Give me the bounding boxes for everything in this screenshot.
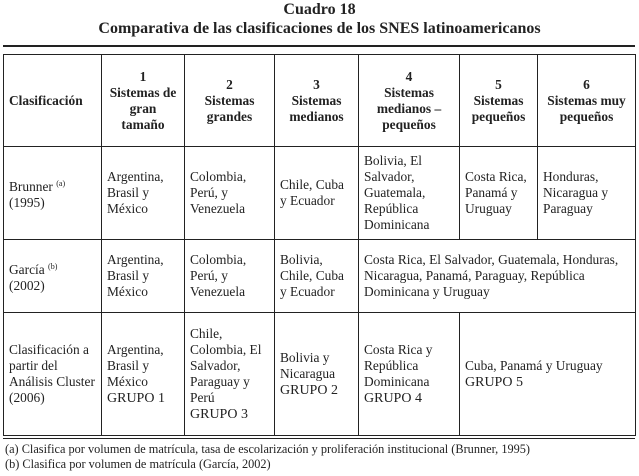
table-title: Comparativa de las clasificaciones de los SNES latinoamericanos: [98, 20, 541, 37]
header-col-3-number: 3: [313, 76, 320, 92]
header-col-4-number: 4: [405, 68, 413, 84]
table-row-garcia: [4, 240, 636, 313]
top-rule: [3, 45, 635, 47]
cell-garcia-2: Colombia, Perú, y Venezuela: [185, 240, 275, 313]
cell-brunner-3: Chile, Cuba y Ecuador: [275, 147, 359, 240]
table-number: Cuadro 18: [283, 1, 356, 18]
cell-garcia-3: Bolivia, Chile, Cuba y Ecuador: [275, 240, 359, 313]
cell-cluster-4: [359, 313, 460, 436]
header-col-5-number: 5: [495, 76, 502, 92]
header-col-4: [359, 55, 460, 147]
group-label: GRUPO 2: [280, 382, 338, 398]
row-label-brunner: [4, 147, 102, 240]
cell-brunner-1: Argentina, Brasil y México: [102, 147, 185, 240]
header-col-4-label: Sistemas medianos –pequeños: [376, 84, 442, 132]
group-label: GRUPO 3: [190, 406, 248, 422]
header-col-2-label: Sistemas grandes: [204, 92, 255, 124]
author-year: (1995): [9, 194, 45, 210]
cell-brunner-6: Honduras, Nicaragua y Paraguay: [538, 147, 636, 240]
header-col-3-label: Sistemas medianos: [289, 92, 344, 124]
group-label: GRUPO 4: [364, 390, 422, 406]
cell-brunner-2: Colombia, Perú, y Venezuela: [185, 147, 275, 240]
group-label: GRUPO 1: [107, 390, 165, 406]
cell-brunner-4: Bolivia, El Salvador, Guatemala, República Dominicana: [359, 147, 460, 240]
header-col-2: [185, 55, 275, 147]
cell-garcia-4-6: Costa Rica, El Salvador, Guatemala, Honduras, Nicaragua, Panamá, Paraguay, República Dominicana y Uruguay: [359, 240, 636, 313]
cell-cluster-1: [102, 313, 185, 436]
author-name: Brunner: [9, 178, 53, 194]
header-col-6: [538, 55, 636, 147]
cell-countries: Argentina, Brasil y México: [107, 341, 164, 389]
table-row-brunner: [4, 147, 636, 240]
cell-cluster-5-6: [460, 313, 636, 436]
footnote-a: (a) Clasifica por volumen de matrícula, tasa de escolarización y proliferación institucional (Brunner, 1995): [5, 442, 531, 456]
table-row-cluster: [4, 313, 636, 436]
footnote-mark: (b): [48, 261, 58, 271]
cell-cluster-2: [185, 313, 275, 436]
author-year: (2002): [9, 277, 45, 293]
group-label: GRUPO 5: [465, 374, 523, 390]
cell-countries: Chile, Colombia, El Salvador, Paraguay y Perú: [190, 325, 262, 405]
row-label-garcia: [4, 240, 102, 313]
cell-countries: Cuba, Panamá y Uruguay: [465, 357, 603, 373]
header-col-5: [460, 55, 538, 147]
header-col-1-label: Sistemas de gran tamaño: [109, 84, 177, 132]
cell-brunner-5: Costa Rica, Panamá y Uruguay: [460, 147, 538, 240]
classification-table: [3, 54, 636, 436]
cell-countries: Costa Rica y República Dominicana: [364, 341, 433, 389]
author-name: Clasificación a partir del Análisis Cluster: [9, 342, 95, 389]
row-label-cluster: [4, 313, 102, 436]
header-col-1-number: 1: [139, 68, 147, 84]
cell-garcia-1: Argentina, Brasil y México: [102, 240, 185, 313]
header-classification: Clasificación: [4, 55, 102, 147]
footnote-mark: (a): [56, 178, 66, 188]
header-col-2-number: 2: [226, 76, 233, 92]
author-year: (2006): [9, 390, 45, 405]
bottom-rule: [3, 438, 635, 439]
header-col-6-label: Sistemas muy pequeños: [547, 92, 626, 124]
header-col-6-number: 6: [583, 76, 590, 92]
header-row: [4, 55, 636, 147]
footnote-b: (b) Clasifica por volumen de matrícula (García, 2002): [5, 457, 271, 471]
header-col-3: [275, 55, 359, 147]
header-col-1: [102, 55, 185, 147]
author-name: García: [9, 261, 45, 277]
cell-countries: Bolivia y Nicaragua: [280, 349, 336, 381]
header-col-5-label: Sistemas pequeños: [471, 92, 526, 124]
cell-cluster-3: [275, 313, 359, 436]
